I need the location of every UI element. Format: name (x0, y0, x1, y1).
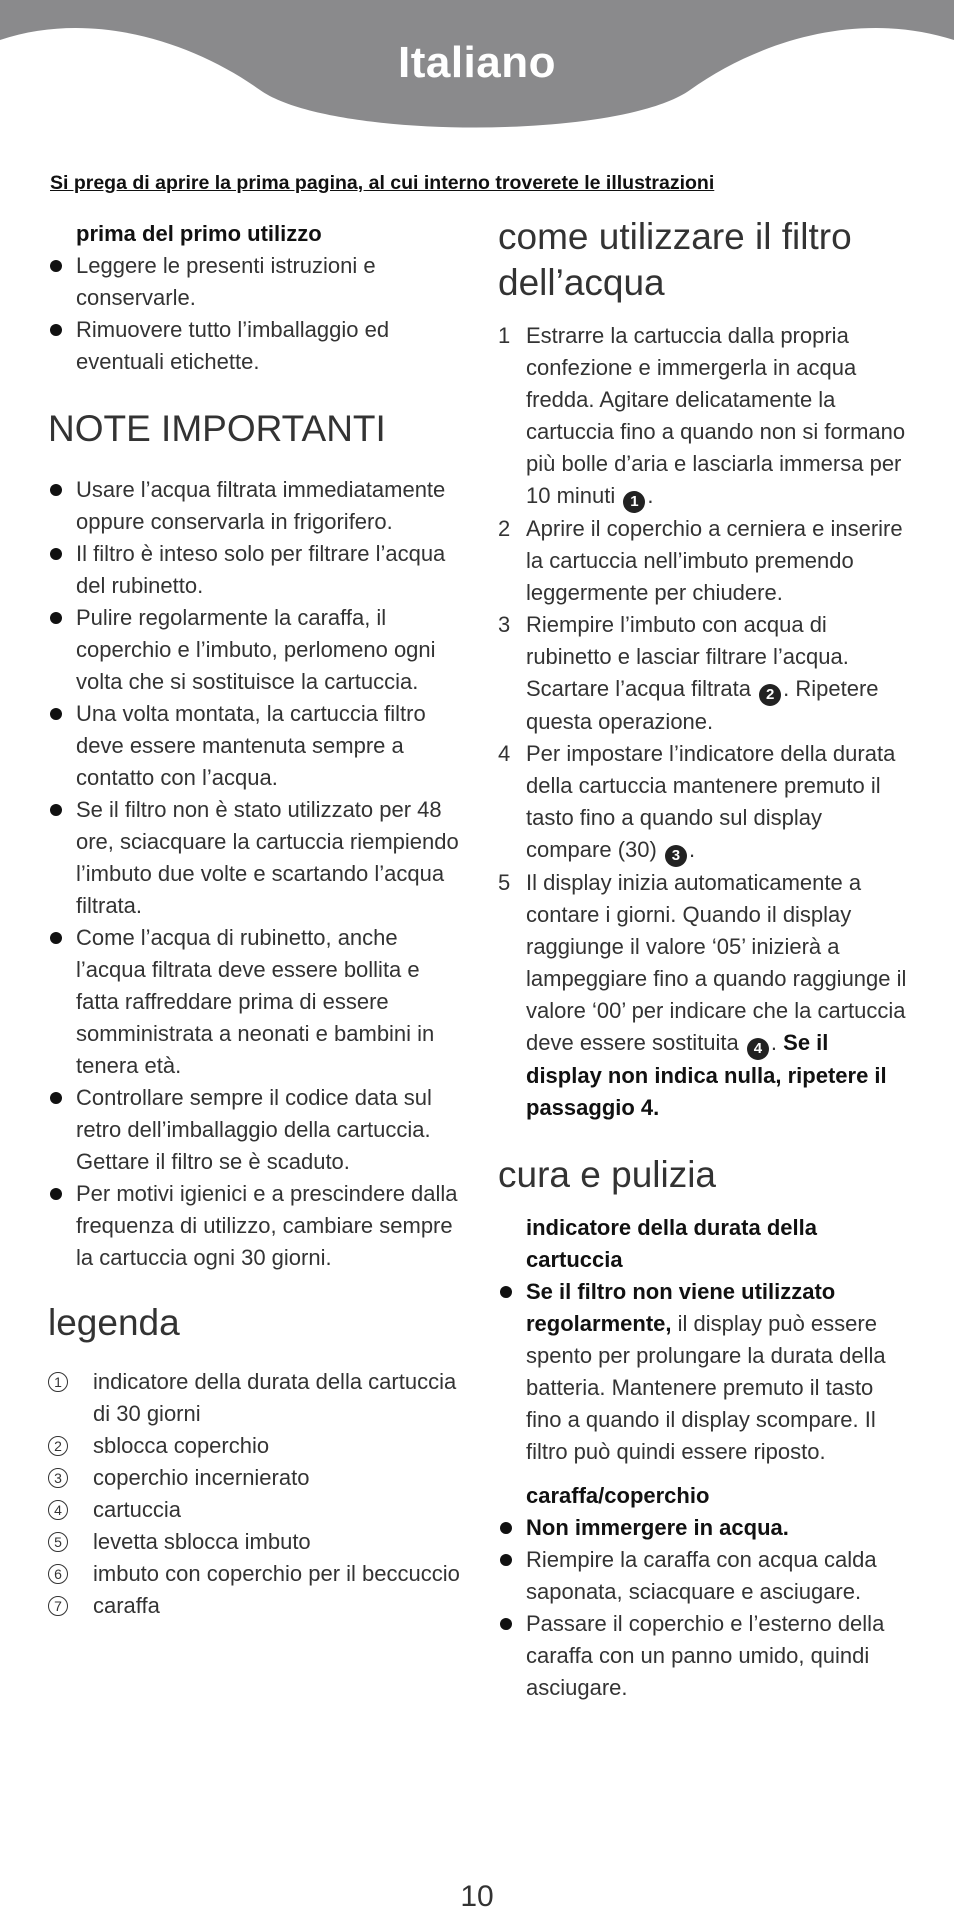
first-use-list (48, 250, 468, 378)
figure-ref-icon: 2 (759, 684, 781, 706)
use-steps (498, 320, 908, 1124)
step-number: 4 (498, 741, 511, 766)
list-item: Se il filtro non è stato utilizzato per 48 ore, sciacquare la cartuccia riempiendo l’imbuto due volte e scartando l’acqua filtrata. (48, 794, 468, 922)
list-item: Rimuovere tutto l’imballaggio ed eventuali etichette. (48, 314, 468, 378)
legend-item: 1 indicatore della durata della cartuccia di 30 giorni (48, 1366, 468, 1430)
legend-number: 3 (48, 1468, 68, 1488)
legend-item: 3 coperchio incernierato (48, 1462, 468, 1494)
jug-heading: caraffa/coperchio (526, 1483, 710, 1508)
legend-number: 2 (48, 1436, 68, 1456)
figure-ref-icon: 4 (747, 1038, 769, 1060)
jug-list (498, 1512, 908, 1704)
step-number: 2 (498, 516, 511, 541)
legend-heading: legenda (48, 1302, 180, 1343)
step-item: 2 Aprire il coperchio a cerniera e inserire la cartuccia nell’imbuto premendo leggermente per chiudere. (498, 513, 908, 609)
illustrations-notice: Si prega di aprire la prima pagina, al cui interno troverete le illustrazioni (50, 172, 715, 194)
list-item: Se il filtro non viene utilizzato regolarmente, il display può essere spento per prolungare la durata della batteria. Mantenere premuto il tasto fino a quando il display scompare. Il filtro può quindi essere riposto. (498, 1276, 908, 1468)
legend-number: 7 (48, 1596, 68, 1616)
list-item: Passare il coperchio e l’esterno della caraffa con un panno umido, quindi asciugare. (498, 1608, 908, 1704)
legend-item: 7 caraffa (48, 1590, 468, 1622)
step-item: 5 Il display inizia automaticamente a contare i giorni. Quando il display raggiunge il valore ‘05’ inizierà a lampeggiare fino a quando raggiunge il valore ‘00’ per indicare che la cartuccia deve essere sostituita 4 . Se il display non indica nulla, ripetere il passaggio 4. (498, 867, 908, 1124)
list-item: Come l’acqua di rubinetto, anche l’acqua filtrata deve essere bollita e fatta raffreddare prima di essere somministrata a neonati e bambini in tenera età. (48, 922, 468, 1082)
notes-list (48, 474, 468, 1274)
step-item: 3 Riempire l’imbuto con acqua di rubinetto e lasciar filtrare l’acqua. Scartare l’acqua filtrata 2 . Ripetere questa operazione. (498, 609, 908, 738)
step-item: 1 Estrarre la cartuccia dalla propria confezione e immergerla in acqua fredda. Agitare delicatamente la cartuccia fino a quando non si formano più bolle d’aria e lasciarla immersa per 10 minuti 1 . (498, 320, 908, 513)
left-column (48, 218, 468, 1622)
list-item: Il filtro è inteso solo per filtrare l’acqua del rubinetto. (48, 538, 468, 602)
legend-number: 6 (48, 1564, 68, 1584)
list-item: Una volta montata, la cartuccia filtro deve essere mantenuta sempre a contatto con l’acqua. (48, 698, 468, 794)
step-number: 3 (498, 612, 511, 637)
indicator-list (498, 1276, 908, 1468)
legend-item: 6 imbuto con coperchio per il beccuccio (48, 1558, 468, 1590)
right-column (498, 218, 908, 1704)
legend-number: 5 (48, 1532, 68, 1552)
list-item: Usare l’acqua filtrata immediatamente oppure conservarla in frigorifero. (48, 474, 468, 538)
legend-item: 4 cartuccia (48, 1494, 468, 1526)
legend-number: 4 (48, 1500, 68, 1520)
step-item: 4 Per impostare l’indicatore della durata della cartuccia mantenere premuto il tasto fino a quando sul display compare (30) 3 . (498, 738, 908, 867)
legend-list (48, 1366, 468, 1622)
care-heading: cura e pulizia (498, 1154, 717, 1195)
first-use-heading: prima del primo utilizzo (76, 221, 322, 246)
legend-item: 5 levetta sblocca imbuto (48, 1526, 468, 1558)
figure-ref-icon: 1 (623, 491, 645, 513)
step-number: 1 (498, 323, 511, 348)
legend-number: 1 (48, 1372, 68, 1392)
use-heading: come utilizzare il filtro dell’acqua (498, 216, 852, 303)
list-item: Pulire regolarmente la caraffa, il coperchio e l’imbuto, perlomeno ogni volta che si sostituisce la cartuccia. (48, 602, 468, 698)
figure-ref-icon: 3 (665, 845, 687, 867)
legend-item: 2 sblocca coperchio (48, 1430, 468, 1462)
step-warning: Se il display non indica nulla, ripetere il passaggio 4. (526, 1030, 887, 1120)
list-item: Controllare sempre il codice data sul retro dell’imballaggio della cartuccia. Gettare il filtro se è scaduto. (48, 1082, 468, 1178)
indicator-heading: indicatore della durata della cartuccia (526, 1215, 817, 1272)
list-item: Per motivi igienici e a prescindere dalla frequenza di utilizzo, cambiare sempre la cartuccia ogni 30 giorni. (48, 1178, 468, 1274)
notes-heading: NOTE IMPORTANTI (48, 408, 386, 449)
language-title: Italiano (397, 38, 557, 87)
list-item: Leggere le presenti istruzioni e conservarle. (48, 250, 468, 314)
step-number: 5 (498, 870, 511, 895)
page-number: 10 (460, 1880, 494, 1913)
list-item: Riempire la caraffa con acqua calda saponata, sciacquare e asciugare. (498, 1544, 908, 1608)
list-item: Non immergere in acqua. (498, 1512, 908, 1544)
